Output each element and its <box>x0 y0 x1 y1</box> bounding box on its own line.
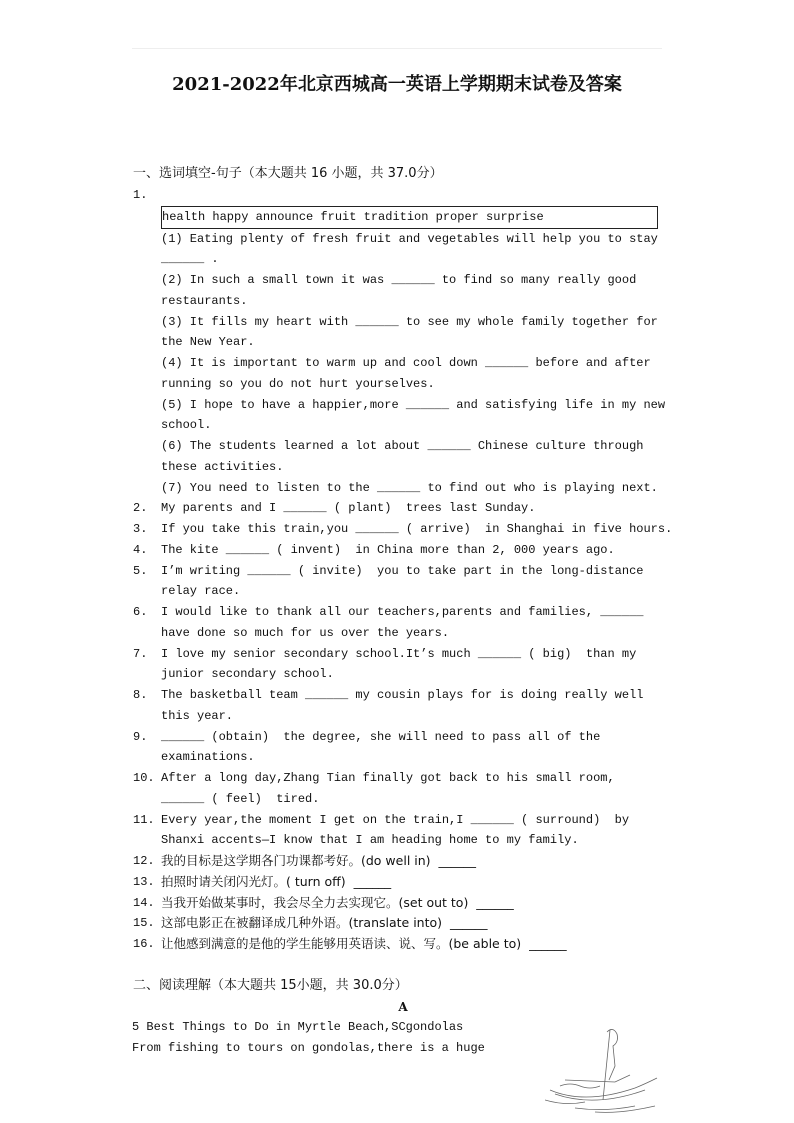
question-text <box>161 644 673 686</box>
question-line: restaurants. <box>161 293 248 308</box>
question-line: (1) Eating plenty of fresh fruit and vegetables will help you to stay <box>161 231 658 246</box>
question-line: I love my senior secondary school.It’s much ______ ( big) than my <box>161 646 637 661</box>
question-item <box>133 810 673 852</box>
question-line: junior secondary school. <box>161 667 334 682</box>
question-text <box>161 810 673 852</box>
question-number: 10. <box>133 771 155 785</box>
header-rule <box>132 48 662 49</box>
question-line: 这部电影正在被翻译成几种外语。(translate into) ______ <box>161 915 488 931</box>
question-item <box>133 602 673 644</box>
question-text <box>161 519 673 540</box>
question-item <box>133 872 673 893</box>
question-item <box>133 934 673 955</box>
question-line: (5) I hope to have a happier,more ______ and satisfying life in my new <box>161 397 666 412</box>
passage-line: From fishing to tours on gondolas,there is a huge <box>132 1041 485 1055</box>
question-number: 9. <box>133 729 148 744</box>
question-text <box>161 893 673 914</box>
question-number: 16. <box>133 937 155 951</box>
question-number: 3. <box>133 522 148 536</box>
question-text <box>161 498 673 519</box>
question-number: 12. <box>133 854 155 868</box>
question-text <box>161 540 673 561</box>
question-line: Every year,the moment I get on the train,I ______ ( surround) by <box>161 812 630 827</box>
question-number: 8. <box>133 688 148 702</box>
question-text <box>161 913 673 934</box>
question-line: 我的目标是这学期各门功课都考好。(do well in) ______ <box>161 853 476 868</box>
question-line: I’m writing ______ ( invite) you to take part in the long-distance <box>161 563 644 578</box>
question-text <box>161 851 673 872</box>
question-line: ______ (obtain) the degree, she will need to pass all of the <box>161 729 601 744</box>
question-line: If you take this train,you ______ ( arrive) in Shanghai in five hours. <box>161 522 673 536</box>
question-item <box>133 685 673 727</box>
question-line: (6) The students learned a lot about ______ Chinese culture through <box>161 439 644 453</box>
question-item <box>133 519 673 540</box>
question-line: 拍照时请关闭闪光灯。( turn off) ______ <box>161 873 392 889</box>
question-number: 1. <box>133 187 148 202</box>
question-line: The kite ______ ( invent) in China more than 2, 000 years ago. <box>161 542 615 557</box>
question-text <box>161 602 673 644</box>
question-text <box>161 934 673 955</box>
question-item <box>133 893 673 914</box>
question-number: 7. <box>133 646 148 661</box>
question-line: the New Year. <box>161 335 255 350</box>
question-text <box>161 872 673 893</box>
question-number: 4. <box>133 542 148 557</box>
gondola-sketch-image <box>545 1020 665 1115</box>
question-item <box>133 498 673 519</box>
question-number: 13. <box>133 874 155 889</box>
question-item <box>133 768 673 810</box>
question-line: ______ ( feel) tired. <box>161 791 320 806</box>
question-line: (4) It is important to warm up and cool down ______ before and after <box>161 356 651 370</box>
question-list <box>133 498 673 955</box>
question-line: ______ . <box>161 252 219 267</box>
question-number: 6. <box>133 605 148 619</box>
question-line: these activities. <box>161 459 284 474</box>
section-heading: 二、阅读理解（本大题共 15小题，共 30.0分） <box>133 977 408 993</box>
question-item <box>133 727 673 769</box>
question-line: After a long day,Zhang Tian finally got back to his small room, <box>161 771 615 785</box>
question-number: 11. <box>133 812 155 827</box>
question-number: 5. <box>133 563 148 578</box>
word-bank-box: health happy announce fruit tradition proper surprise <box>161 206 658 229</box>
question-line: this year. <box>161 708 234 723</box>
question-line: school. <box>161 418 212 433</box>
question-line: The basketball team ______ my cousin plays for is doing really well <box>161 688 644 702</box>
question-line: examinations. <box>161 750 255 765</box>
question-number: 14. <box>133 895 155 910</box>
question-line: (3) It fills my heart with ______ to see my whole family together for <box>161 314 658 329</box>
question-number: 15. <box>133 916 155 931</box>
question-item <box>133 913 673 934</box>
passage-line: 5 Best Things to Do in Myrtle Beach,SCgondolas <box>132 1020 464 1035</box>
question-line: Shanxi accents—I know that I am heading home to my family. <box>161 833 579 848</box>
question-line: (2) In such a small town it was ______ to find so many really good <box>161 273 637 287</box>
question-item <box>133 561 673 603</box>
question-line: My parents and I ______ ( plant) trees last Sunday. <box>161 501 536 516</box>
question-line: I would like to thank all our teachers,parents and families, ______ <box>161 605 644 619</box>
question-line: (7) You need to listen to the ______ to find out who is playing next. <box>161 480 658 495</box>
question-item <box>133 540 673 561</box>
passage-label: A <box>398 999 408 1014</box>
question-item <box>133 644 673 686</box>
page-title: 2021-2022年北京西城高一英语上学期期末试卷及答案 <box>172 74 622 95</box>
question-line: running so you do not hurt yourselves. <box>161 376 435 391</box>
question-number: 2. <box>133 501 148 516</box>
question-line: relay race. <box>161 584 241 599</box>
question-line: 当我开始做某事时，我会尽全力去实现它。(set out to) ______ <box>161 894 514 910</box>
question-item <box>133 851 673 872</box>
document-body <box>133 164 673 1059</box>
question-text <box>161 768 673 810</box>
section-heading: 一、选词填空-句子（本大题共 16 小题，共 37.0分） <box>133 166 443 181</box>
question-1-subitems <box>161 229 673 499</box>
question-line: have done so much for us over the years. <box>161 625 450 640</box>
question-line: 让他感到满意的是他的学生能够用英语读、说、写。(be able to) ______ <box>161 936 567 951</box>
question-text <box>161 685 673 727</box>
question-text <box>161 727 673 769</box>
question-text <box>161 561 673 603</box>
